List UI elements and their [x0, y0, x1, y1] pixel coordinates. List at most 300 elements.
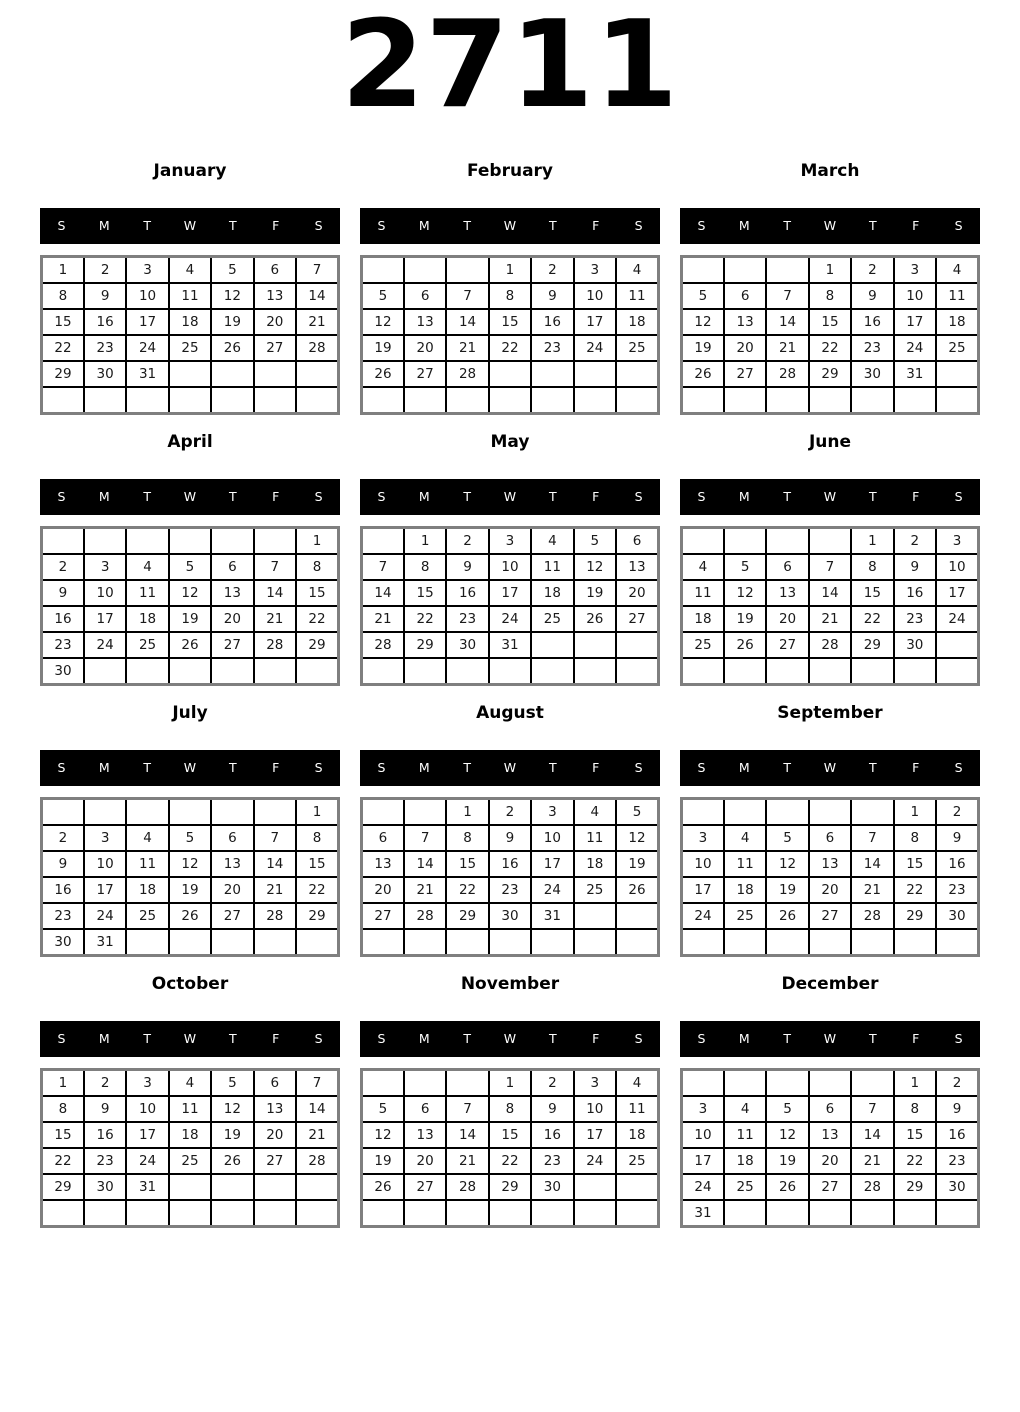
day-cell: 29	[489, 1174, 531, 1200]
empty-day-cell	[126, 1200, 168, 1227]
week-row	[682, 309, 979, 335]
week-row	[362, 632, 659, 658]
weekday-label: S	[697, 218, 706, 234]
day-cell: 15	[894, 1122, 936, 1148]
empty-day-cell	[616, 1200, 658, 1227]
day-cell: 28	[851, 903, 893, 929]
day-cell: 11	[616, 283, 658, 309]
day-cell: 28	[254, 632, 296, 658]
week-row	[682, 632, 979, 658]
day-cell: 19	[169, 877, 211, 903]
day-cell: 18	[682, 606, 724, 632]
empty-day-cell	[169, 929, 211, 956]
day-cell: 21	[446, 1148, 488, 1174]
empty-day-cell	[404, 929, 446, 956]
empty-day-cell	[84, 658, 126, 685]
weekday-label: T	[229, 489, 237, 505]
weekday-label: W	[183, 760, 197, 776]
day-cell: 2	[936, 1069, 978, 1096]
week-row	[682, 1069, 979, 1096]
week-row	[362, 1148, 659, 1174]
empty-day-cell	[404, 387, 446, 414]
weekday-label: T	[869, 489, 877, 505]
empty-day-cell	[616, 632, 658, 658]
day-cell: 27	[809, 1174, 851, 1200]
week-row	[42, 335, 339, 361]
empty-day-cell	[574, 1200, 616, 1227]
day-cell: 28	[851, 1174, 893, 1200]
week-row	[362, 903, 659, 929]
day-cell: 5	[211, 1069, 253, 1096]
day-cell: 23	[489, 877, 531, 903]
day-cell: 9	[851, 283, 893, 309]
month-july	[40, 703, 340, 957]
day-cell: 30	[42, 658, 84, 685]
weekday-label: F	[272, 218, 280, 234]
day-cell: 26	[766, 1174, 808, 1200]
week-row	[42, 361, 339, 387]
day-cell: 22	[489, 335, 531, 361]
day-cell: 12	[682, 309, 724, 335]
day-cell: 4	[724, 825, 766, 851]
empty-day-cell	[84, 1200, 126, 1227]
day-cell: 19	[574, 580, 616, 606]
day-cell: 22	[42, 335, 84, 361]
empty-day-cell	[296, 1200, 338, 1227]
empty-day-cell	[254, 929, 296, 956]
day-cell: 28	[766, 361, 808, 387]
day-cell: 21	[766, 335, 808, 361]
empty-day-cell	[936, 632, 978, 658]
weekday-label: M	[98, 1031, 110, 1047]
weekday-label: W	[183, 489, 197, 505]
weekday-label: T	[869, 1031, 877, 1047]
day-cell: 16	[42, 606, 84, 632]
day-cell: 8	[894, 825, 936, 851]
day-cell: 27	[254, 1148, 296, 1174]
day-cell: 27	[766, 632, 808, 658]
empty-day-cell	[296, 1174, 338, 1200]
empty-day-cell	[84, 527, 126, 554]
weekday-label: M	[418, 489, 430, 505]
day-cell: 24	[84, 632, 126, 658]
day-cell: 10	[126, 283, 168, 309]
month-title: May	[490, 431, 530, 452]
day-cell: 8	[489, 283, 531, 309]
day-cell: 22	[894, 1148, 936, 1174]
empty-day-cell	[531, 1200, 573, 1227]
day-cell: 7	[851, 1096, 893, 1122]
empty-day-cell	[362, 658, 404, 685]
week-row	[682, 851, 979, 877]
empty-day-cell	[616, 387, 658, 414]
day-cell: 23	[531, 335, 573, 361]
month-days-table	[680, 797, 980, 957]
day-cell: 5	[169, 825, 211, 851]
empty-day-cell	[42, 798, 84, 825]
day-cell: 21	[851, 1148, 893, 1174]
day-cell: 4	[169, 256, 211, 283]
day-cell: 3	[84, 825, 126, 851]
empty-day-cell	[616, 658, 658, 685]
day-cell: 14	[851, 851, 893, 877]
day-cell: 2	[851, 256, 893, 283]
day-cell: 16	[531, 309, 573, 335]
week-row	[682, 658, 979, 685]
day-cell: 8	[809, 283, 851, 309]
empty-day-cell	[169, 1174, 211, 1200]
empty-day-cell	[682, 798, 724, 825]
month-title: April	[167, 431, 213, 452]
empty-day-cell	[169, 527, 211, 554]
day-cell: 13	[809, 851, 851, 877]
day-cell: 7	[851, 825, 893, 851]
day-cell: 28	[254, 903, 296, 929]
day-cell: 27	[724, 361, 766, 387]
day-cell: 18	[169, 1122, 211, 1148]
day-cell: 11	[126, 851, 168, 877]
week-row	[42, 606, 339, 632]
day-cell: 16	[936, 851, 978, 877]
month-august	[360, 703, 660, 957]
empty-day-cell	[766, 1069, 808, 1096]
day-cell: 17	[126, 1122, 168, 1148]
month-march	[680, 161, 980, 415]
day-cell: 6	[404, 1096, 446, 1122]
weekday-label: F	[592, 1031, 600, 1047]
day-cell: 9	[42, 851, 84, 877]
empty-day-cell	[489, 929, 531, 956]
day-cell: 12	[211, 1096, 253, 1122]
empty-day-cell	[169, 798, 211, 825]
day-cell: 13	[211, 851, 253, 877]
day-cell: 23	[84, 335, 126, 361]
week-row	[682, 1096, 979, 1122]
day-cell: 8	[404, 554, 446, 580]
empty-day-cell	[126, 387, 168, 414]
day-cell: 29	[809, 361, 851, 387]
day-cell: 20	[724, 335, 766, 361]
week-row	[682, 387, 979, 414]
day-cell: 15	[894, 851, 936, 877]
day-cell: 12	[169, 851, 211, 877]
day-cell: 7	[254, 554, 296, 580]
week-row	[682, 527, 979, 554]
empty-day-cell	[254, 361, 296, 387]
weekday-label: T	[229, 218, 237, 234]
day-cell: 22	[446, 877, 488, 903]
empty-day-cell	[724, 929, 766, 956]
day-cell: 23	[851, 335, 893, 361]
empty-day-cell	[724, 527, 766, 554]
day-cell: 14	[362, 580, 404, 606]
day-cell: 18	[616, 309, 658, 335]
day-cell: 17	[489, 580, 531, 606]
weekday-header-row	[680, 479, 980, 515]
month-january	[40, 161, 340, 415]
weekday-label: F	[272, 1031, 280, 1047]
day-cell: 6	[362, 825, 404, 851]
weekday-label: T	[143, 218, 151, 234]
month-title: November	[460, 973, 560, 994]
day-cell: 17	[574, 309, 616, 335]
month-april	[40, 432, 340, 686]
weekday-label: F	[912, 489, 920, 505]
day-cell: 20	[616, 580, 658, 606]
empty-day-cell	[211, 361, 253, 387]
week-row	[362, 1174, 659, 1200]
weekday-label: M	[98, 489, 110, 505]
day-cell: 30	[84, 1174, 126, 1200]
weekday-header-row	[680, 750, 980, 786]
week-row	[682, 1200, 979, 1227]
day-cell: 4	[126, 554, 168, 580]
day-cell: 30	[489, 903, 531, 929]
day-cell: 14	[446, 309, 488, 335]
empty-day-cell	[362, 1200, 404, 1227]
week-row	[42, 658, 339, 685]
day-cell: 11	[531, 554, 573, 580]
weekday-label: T	[143, 760, 151, 776]
month-september	[680, 703, 980, 957]
empty-day-cell	[766, 798, 808, 825]
day-cell: 24	[574, 335, 616, 361]
week-row	[42, 1200, 339, 1227]
day-cell: 18	[616, 1122, 658, 1148]
week-row	[42, 527, 339, 554]
day-cell: 2	[84, 256, 126, 283]
empty-day-cell	[894, 929, 936, 956]
weekday-label: T	[549, 218, 557, 234]
day-cell: 30	[894, 632, 936, 658]
day-cell: 22	[851, 606, 893, 632]
day-cell: 7	[296, 1069, 338, 1096]
day-cell: 18	[936, 309, 978, 335]
day-cell: 29	[42, 1174, 84, 1200]
month-may	[360, 432, 660, 686]
weekday-label: M	[738, 1031, 750, 1047]
day-cell: 2	[531, 1069, 573, 1096]
day-cell: 9	[84, 283, 126, 309]
empty-day-cell	[766, 658, 808, 685]
month-december	[680, 974, 980, 1228]
day-cell: 30	[42, 929, 84, 956]
day-cell: 16	[489, 851, 531, 877]
day-cell: 23	[936, 877, 978, 903]
month-october	[40, 974, 340, 1228]
empty-day-cell	[404, 1200, 446, 1227]
day-cell: 11	[126, 580, 168, 606]
empty-day-cell	[574, 903, 616, 929]
day-cell: 27	[809, 903, 851, 929]
empty-day-cell	[851, 1200, 893, 1227]
day-cell: 19	[362, 1148, 404, 1174]
empty-day-cell	[296, 361, 338, 387]
empty-day-cell	[682, 527, 724, 554]
empty-day-cell	[362, 929, 404, 956]
week-row	[362, 877, 659, 903]
week-row	[42, 256, 339, 283]
day-cell: 1	[489, 1069, 531, 1096]
empty-day-cell	[362, 387, 404, 414]
day-cell: 16	[894, 580, 936, 606]
empty-day-cell	[531, 361, 573, 387]
day-cell: 20	[404, 335, 446, 361]
weekday-label: T	[463, 218, 471, 234]
day-cell: 25	[531, 606, 573, 632]
day-cell: 8	[296, 825, 338, 851]
day-cell: 24	[126, 1148, 168, 1174]
day-cell: 28	[296, 1148, 338, 1174]
weekday-label: T	[143, 489, 151, 505]
day-cell: 14	[404, 851, 446, 877]
week-row	[362, 658, 659, 685]
weekday-header-row	[40, 1021, 340, 1057]
weekday-label: S	[377, 489, 386, 505]
empty-day-cell	[489, 387, 531, 414]
week-row	[362, 1069, 659, 1096]
day-cell: 6	[211, 825, 253, 851]
empty-day-cell	[446, 929, 488, 956]
empty-day-cell	[126, 658, 168, 685]
day-cell: 29	[42, 361, 84, 387]
year-title: 2711	[341, 0, 679, 135]
day-cell: 25	[126, 632, 168, 658]
empty-day-cell	[682, 929, 724, 956]
day-cell: 2	[84, 1069, 126, 1096]
empty-day-cell	[126, 929, 168, 956]
month-days-table	[360, 255, 660, 415]
empty-day-cell	[446, 1200, 488, 1227]
empty-day-cell	[766, 256, 808, 283]
month-title: July	[172, 702, 208, 723]
day-cell: 1	[446, 798, 488, 825]
week-row	[42, 851, 339, 877]
day-cell: 26	[211, 1148, 253, 1174]
day-cell: 4	[616, 1069, 658, 1096]
weekday-label: T	[783, 218, 791, 234]
day-cell: 8	[42, 283, 84, 309]
weekday-label: S	[57, 1031, 66, 1047]
day-cell: 1	[894, 798, 936, 825]
day-cell: 25	[724, 1174, 766, 1200]
weekday-header-row	[360, 750, 660, 786]
week-row	[682, 554, 979, 580]
weekday-label: M	[738, 218, 750, 234]
day-cell: 15	[446, 851, 488, 877]
week-row	[682, 256, 979, 283]
day-cell: 1	[809, 256, 851, 283]
day-cell: 11	[724, 851, 766, 877]
day-cell: 16	[446, 580, 488, 606]
empty-day-cell	[169, 658, 211, 685]
day-cell: 24	[489, 606, 531, 632]
empty-day-cell	[616, 1174, 658, 1200]
empty-day-cell	[489, 1200, 531, 1227]
weekday-label: W	[183, 218, 197, 234]
empty-day-cell	[682, 658, 724, 685]
day-cell: 15	[489, 1122, 531, 1148]
day-cell: 18	[724, 1148, 766, 1174]
day-cell: 11	[682, 580, 724, 606]
empty-day-cell	[574, 361, 616, 387]
week-row	[682, 825, 979, 851]
day-cell: 21	[296, 309, 338, 335]
empty-day-cell	[724, 658, 766, 685]
day-cell: 25	[724, 903, 766, 929]
weekday-label: T	[869, 218, 877, 234]
month-days-table	[40, 255, 340, 415]
empty-day-cell	[446, 387, 488, 414]
month-days-table	[40, 1068, 340, 1228]
day-cell: 16	[936, 1122, 978, 1148]
day-cell: 26	[169, 903, 211, 929]
day-cell: 26	[211, 335, 253, 361]
weekday-label: F	[592, 489, 600, 505]
day-cell: 5	[766, 1096, 808, 1122]
empty-day-cell	[894, 658, 936, 685]
day-cell: 16	[531, 1122, 573, 1148]
weekday-header-row	[680, 1021, 980, 1057]
day-cell: 24	[682, 1174, 724, 1200]
empty-day-cell	[211, 1200, 253, 1227]
day-cell: 3	[84, 554, 126, 580]
empty-day-cell	[531, 387, 573, 414]
day-cell: 1	[404, 527, 446, 554]
day-cell: 30	[531, 1174, 573, 1200]
weekday-label: S	[954, 1031, 963, 1047]
weekday-label: M	[738, 489, 750, 505]
day-cell: 31	[84, 929, 126, 956]
month-title: August	[476, 702, 544, 723]
day-cell: 17	[682, 877, 724, 903]
day-cell: 21	[809, 606, 851, 632]
weekday-label: S	[377, 760, 386, 776]
day-cell: 13	[616, 554, 658, 580]
day-cell: 23	[894, 606, 936, 632]
weekday-label: S	[697, 489, 706, 505]
month-title: March	[800, 160, 860, 181]
empty-day-cell	[766, 929, 808, 956]
weekday-label: F	[912, 218, 920, 234]
weekday-label: S	[314, 218, 323, 234]
day-cell: 9	[531, 1096, 573, 1122]
empty-day-cell	[531, 929, 573, 956]
day-cell: 30	[936, 903, 978, 929]
weekday-label: W	[823, 760, 837, 776]
week-row	[682, 1174, 979, 1200]
day-cell: 3	[574, 256, 616, 283]
day-cell: 8	[894, 1096, 936, 1122]
empty-day-cell	[851, 798, 893, 825]
empty-day-cell	[531, 658, 573, 685]
day-cell: 15	[404, 580, 446, 606]
weekday-label: F	[272, 489, 280, 505]
day-cell: 9	[42, 580, 84, 606]
day-cell: 10	[84, 580, 126, 606]
day-cell: 2	[531, 256, 573, 283]
day-cell: 20	[254, 1122, 296, 1148]
week-row	[682, 877, 979, 903]
empty-day-cell	[616, 361, 658, 387]
empty-day-cell	[84, 798, 126, 825]
empty-day-cell	[809, 1069, 851, 1096]
day-cell: 22	[489, 1148, 531, 1174]
empty-day-cell	[724, 798, 766, 825]
empty-day-cell	[211, 658, 253, 685]
empty-day-cell	[851, 658, 893, 685]
weekday-label: S	[954, 218, 963, 234]
